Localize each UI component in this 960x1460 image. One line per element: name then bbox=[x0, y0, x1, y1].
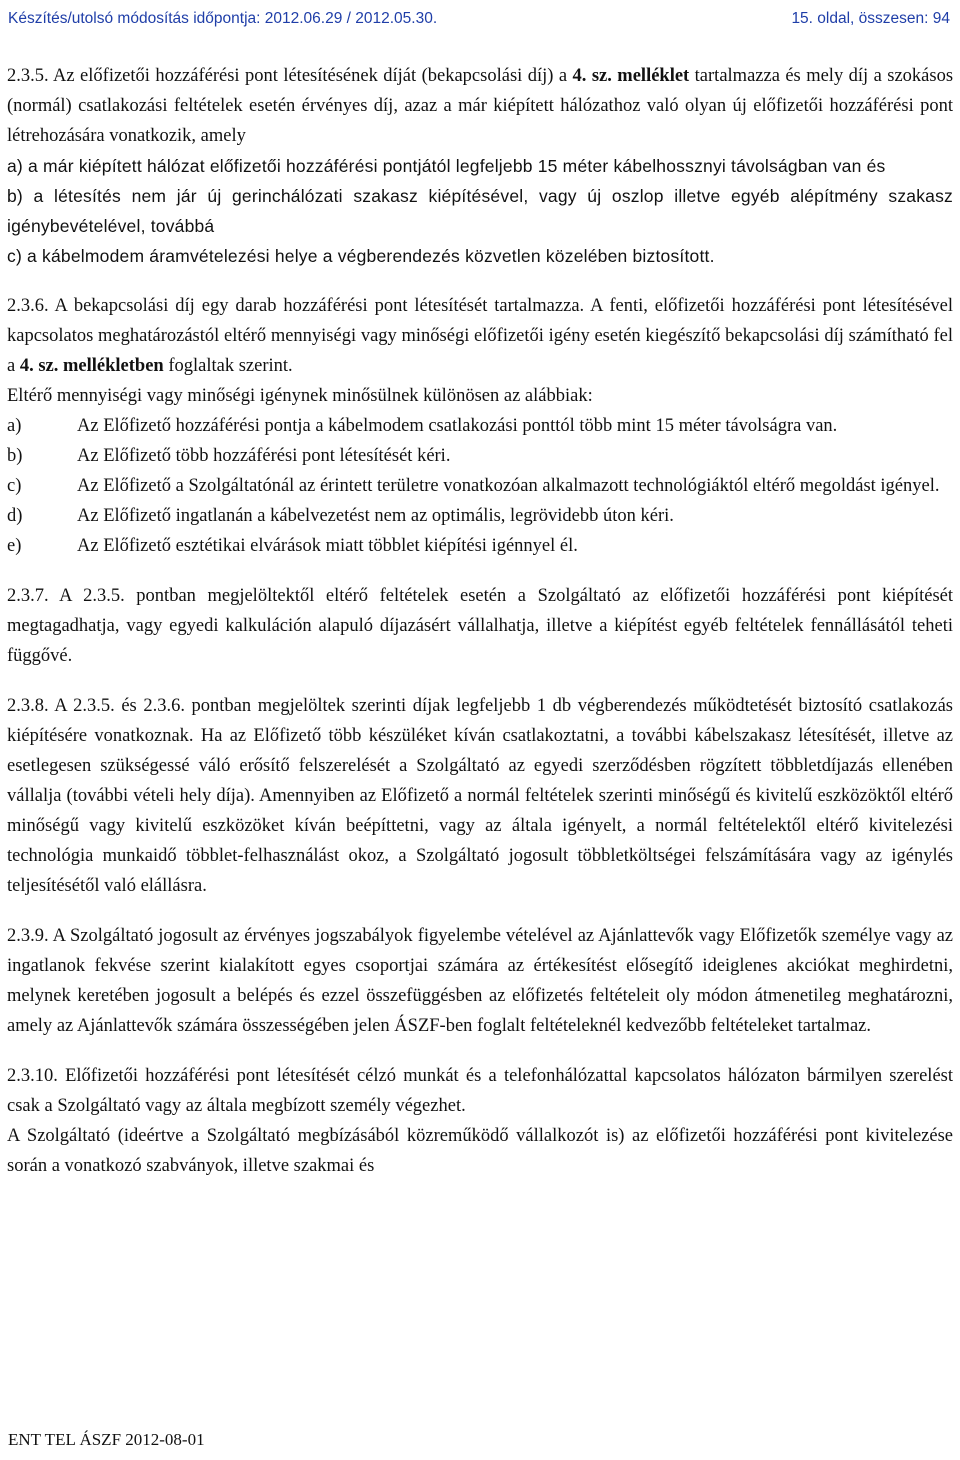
section-2-3-6-ref-annex: mellékletben bbox=[63, 356, 164, 376]
section-2-3-10: 2.3.10. Előfizetői hozzáférési pont létesítését célzó munkát és a telefonhálózattal kapcsolatos hálózaton bármilyen szerelést csak a Szolgáltató vagy az általa megbízott személy végezhet. bbox=[7, 1066, 953, 1116]
section-2-3-5 bbox=[7, 61, 953, 151]
list-item-text: Az Előfizető esztétikai elvárások miatt többlet kiépítési igénnyel él. bbox=[77, 536, 578, 556]
header-timestamp: Készítés/utolsó módosítás időpontja: 2012.06.29 / 2012.05.30. bbox=[8, 10, 438, 27]
list-item bbox=[7, 411, 953, 441]
section-2-3-6-ref-number: 4. sz. bbox=[19, 356, 59, 376]
section-2-3-6-text: 2.3.6. A bekapcsolási díj egy darab hozzáférési pont létesítését tartalmazza. A fenti, előfizetői hozzáférési pont létesítésével kapcsolatos meghatározástól eltérő mennyiségi vagy minőségi előfizetői igény esetén kiegészítő bekapcsolási díj számítható fel a bbox=[7, 296, 953, 376]
section-2-3-5-item-c: c) a kábelmodem áramvételezési helye a végberendezés közvetlen közelében biztosított. bbox=[7, 246, 715, 266]
section-2-3-7: 2.3.7. A 2.3.5. pontban megjelöltektől eltérő feltételek esetén a Szolgáltató az előfizetői hozzáférési pont kiépítését megtagadhatja, vagy egyedi kalkuláción alapuló díjazásért vállalhatja, illetve a kiépítést egyéb feltételek fennállásától teheti függővé. bbox=[7, 586, 953, 666]
section-2-3-6-text-end: foglaltak szerint. bbox=[168, 356, 293, 376]
section-2-3-10-continued: A Szolgáltató (ideértve a Szolgáltató megbízásából közreműködő vállalkozót is) az előfizetői hozzáférési pont kivitelezése során a vonatkozó szabványok, illetve szakmai és bbox=[7, 1126, 953, 1176]
list-item-text: Az Előfizető ingatlanán a kábelvezetést nem az optimális, legrövidebb úton kéri. bbox=[77, 506, 674, 526]
list-item-text: Az Előfizető több hozzáférési pont létesítését kéri. bbox=[77, 446, 451, 466]
section-2-3-6-list-intro: Eltérő mennyiségi vagy minőségi igénynek minősülnek különösen az alábbiak: bbox=[7, 386, 593, 406]
list-item-label: d) bbox=[7, 506, 23, 526]
list-item bbox=[7, 501, 953, 531]
list-item-label: a) bbox=[7, 416, 22, 436]
section-2-3-5-item-a: a) a már kiépített hálózat előfizetői hozzáférési pontjától legfeljebb 15 méter kábelhossznyi távolságban van és bbox=[7, 156, 886, 176]
header-page-number: 15. oldal, összesen: 94 bbox=[791, 10, 950, 27]
list-item-text: Az Előfizető a Szolgáltatónál az érintett területre vonatkozóan alkalmazott technológiáktól eltérő megoldást igényel. bbox=[77, 476, 940, 496]
list-item-text: Az Előfizető hozzáférési pontja a kábelmodem csatlakozási ponttól több mint 15 méter távolságra van. bbox=[77, 416, 838, 436]
list-item-label: b) bbox=[7, 446, 23, 466]
page-footer: ENT TEL ÁSZF 2012-08-01 bbox=[8, 1430, 205, 1449]
document-body bbox=[7, 61, 953, 1181]
section-2-3-5-item-b: b) a létesítés nem jár új gerinchálózati szakasz kiépítésével, vagy új oszlop illetve egyéb alépítmény szakasz igénybevételével, továbbá bbox=[7, 186, 953, 236]
section-2-3-9: 2.3.9. A Szolgáltató jogosult az érvényes jogszabályok figyelembe vételével az Ajánlattevők vagy Előfizetők személye vagy az ingatlanok fekvése szerint kialakított egyes csoportjai számára az értékesítést elősegítő ideiglenes akciókat meghirdetni, melynek keretében jogosult a belépés és ezzel összefüggésben az előfizetés feltételeit oly módon átmenetileg meghatározni, amely az Ajánlattevők számára összességében jelen ÁSZF-ben foglalt feltételeknél kedvezőbb feltételeket tartalmaz. bbox=[7, 926, 953, 1036]
list-item-label: e) bbox=[7, 536, 22, 556]
list-item bbox=[7, 531, 953, 561]
section-2-3-5-intro: 2.3.5. Az előfizetői hozzáférési pont létesítésének díját (bekapcsolási díj) a bbox=[7, 66, 568, 86]
list-item-label: c) bbox=[7, 476, 22, 496]
section-2-3-6 bbox=[7, 291, 953, 381]
list-item bbox=[7, 471, 953, 501]
section-2-3-5-ref: 4. sz. melléklet bbox=[572, 66, 690, 86]
section-2-3-5-text: tartalmazza és mely díj a szokásos (normál) csatlakozási feltételek esetén érvényes díj, azaz a már kiépített hálózathoz való olyan új előfizetői hozzáférési pont létrehozására vonatkozik, amely bbox=[7, 66, 954, 146]
page-header bbox=[8, 6, 950, 32]
list-item bbox=[7, 441, 953, 471]
section-2-3-8: 2.3.8. A 2.3.5. és 2.3.6. pontban megjelöltek szerinti díjak legfeljebb 1 db végberendezés működtetését biztosító csatlakozás kiépítésére vonatkoznak. Ha az Előfizető több készüléket kíván csatlakoztatni, a további kábelszakasz létesítését, illetve az esetlegesen szükségessé váló erősítő felszerelését a Szolgáltató az egyedi szerződésben rögzített többletdíjazás ellenében vállalja (további vételi hely díja). Amennyiben az Előfizető a normál feltételek szerinti minőségű és kivitelű eszközöktől eltérő minőségű vagy kivitelű eszközöket kíván beépíttetni, vagy az általa igényelt, a normál feltételektől eltérő kivitelezési technológia munkaidő többlet-felhasználást okoz, a Szolgáltató jogosult többletköltségei felszámítására vagy az igénylés teljesítésétől való elállásra. bbox=[7, 696, 953, 896]
